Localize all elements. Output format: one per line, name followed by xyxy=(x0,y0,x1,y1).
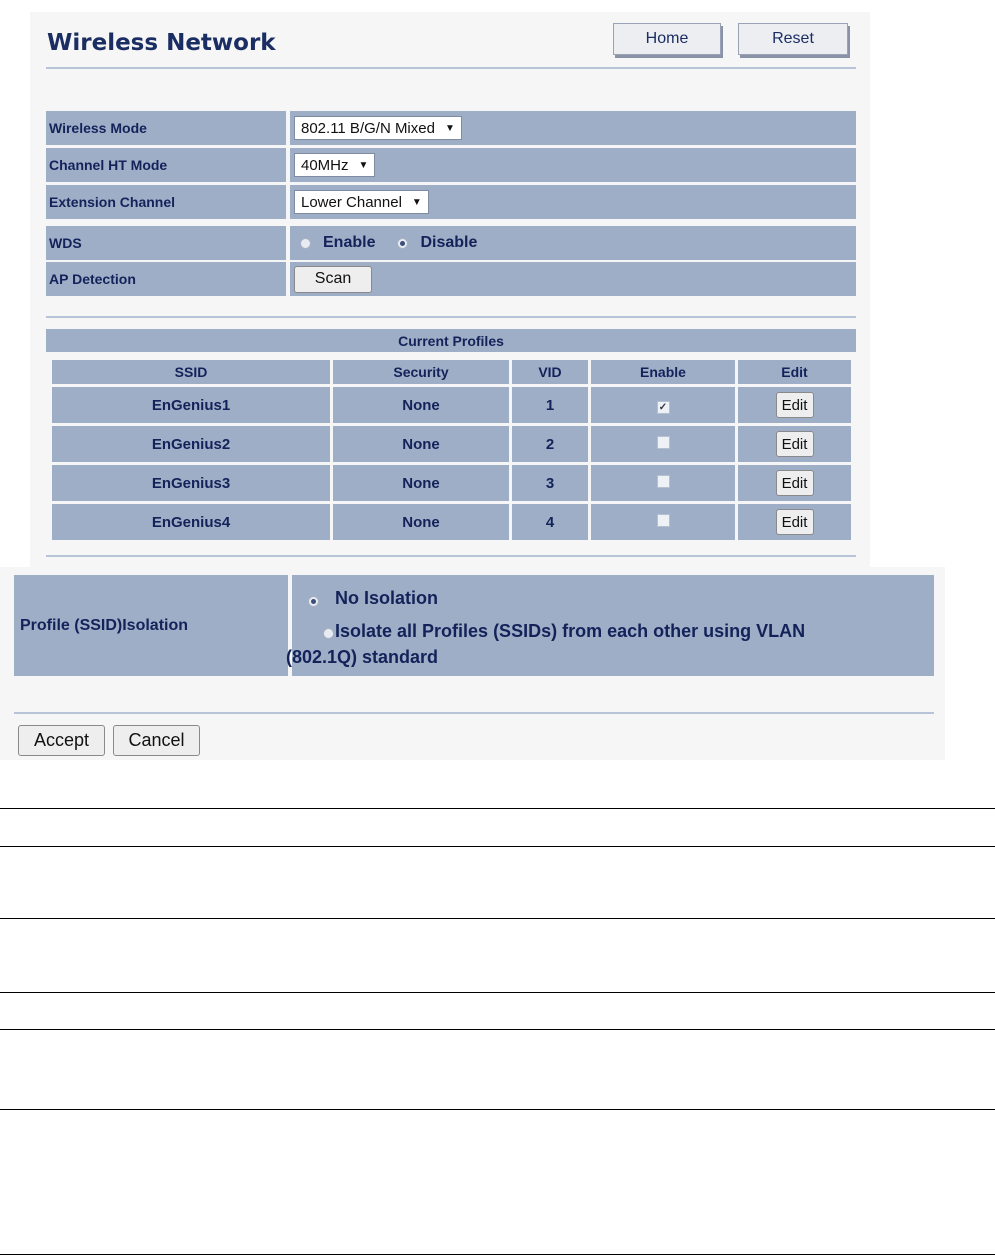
profiles-title: Current Profiles xyxy=(46,329,856,352)
isolate-profiles-label-cont: (802.1Q) standard xyxy=(286,647,439,667)
table-row xyxy=(52,462,851,501)
column-header-vid: VID xyxy=(512,360,591,384)
vid-cell: 4 xyxy=(512,501,591,540)
doc-rule xyxy=(0,846,995,847)
enable-checkbox[interactable] xyxy=(657,514,670,527)
channel-ht-mode-value: 40MHz xyxy=(301,156,349,174)
security-cell: None xyxy=(333,384,512,423)
edit-cell xyxy=(738,384,851,423)
doc-rule xyxy=(0,918,995,919)
page-title: Wireless Network xyxy=(47,30,276,56)
ap-detection-row xyxy=(46,262,856,296)
wds-label: WDS xyxy=(46,226,286,260)
reset-button[interactable]: Reset xyxy=(738,23,848,55)
channel-ht-mode-label: Channel HT Mode xyxy=(46,148,286,182)
column-header-security: Security xyxy=(333,360,512,384)
cancel-button[interactable]: Cancel xyxy=(113,725,200,756)
security-cell: None xyxy=(333,423,512,462)
home-button[interactable]: Home xyxy=(613,23,721,55)
enable-cell xyxy=(591,384,738,423)
wds-row xyxy=(46,226,856,260)
doc-rule xyxy=(0,992,995,993)
doc-rule xyxy=(0,808,995,809)
isolate-profiles-radio[interactable] xyxy=(323,628,334,639)
isolate-profiles-label: Isolate all Profiles (SSIDs) from each other using VLAN xyxy=(335,621,806,641)
chevron-down-icon: ▼ xyxy=(358,159,369,171)
edit-cell xyxy=(738,501,851,540)
ap-detection-label: AP Detection xyxy=(46,262,286,296)
section-divider xyxy=(46,316,856,318)
wds-disable-radio[interactable] xyxy=(397,238,408,249)
isolation-label: Profile (SSID)Isolation xyxy=(14,575,288,676)
table-row xyxy=(52,423,851,462)
no-isolation-label: No Isolation xyxy=(335,588,438,608)
doc-rule xyxy=(0,1109,995,1110)
ssid-cell: EnGenius2 xyxy=(52,423,333,462)
enable-cell xyxy=(591,501,738,540)
isolation-options xyxy=(286,575,934,676)
wireless-mode-label: Wireless Mode xyxy=(46,111,286,145)
profiles-table xyxy=(52,360,851,540)
vid-cell: 2 xyxy=(512,423,591,462)
header-divider xyxy=(46,67,856,69)
doc-rule xyxy=(0,1029,995,1030)
edit-cell xyxy=(738,423,851,462)
extension-channel-label: Extension Channel xyxy=(46,185,286,219)
channel-ht-mode-select[interactable] xyxy=(294,153,375,177)
enable-checkbox[interactable] xyxy=(657,475,670,488)
chevron-down-icon: ▼ xyxy=(444,122,455,134)
table-row xyxy=(52,384,851,423)
edit-button[interactable]: Edit xyxy=(776,509,814,535)
column-header-enable: Enable xyxy=(591,360,738,384)
wireless-mode-select[interactable] xyxy=(294,116,462,140)
channel-ht-mode-row xyxy=(46,148,856,182)
security-cell: None xyxy=(333,501,512,540)
ssid-cell: EnGenius3 xyxy=(52,462,333,501)
footer-divider xyxy=(14,712,934,714)
enable-cell xyxy=(591,423,738,462)
doc-rule xyxy=(0,1254,995,1255)
extension-channel-select[interactable] xyxy=(294,190,429,214)
wireless-mode-value: 802.11 B/G/N Mixed xyxy=(301,119,435,137)
ssid-cell: EnGenius1 xyxy=(52,384,333,423)
wds-enable-radio[interactable] xyxy=(300,238,311,249)
extension-channel-value: Lower Channel xyxy=(301,193,402,211)
column-header-ssid: SSID xyxy=(52,360,333,384)
scan-button[interactable]: Scan xyxy=(294,266,372,293)
security-cell: None xyxy=(333,462,512,501)
profiles-divider xyxy=(46,555,856,557)
edit-cell xyxy=(738,462,851,501)
ssid-cell: EnGenius4 xyxy=(52,501,333,540)
wds-disable-label: Disable xyxy=(420,234,478,251)
enable-cell xyxy=(591,462,738,501)
table-row xyxy=(52,501,851,540)
edit-button[interactable]: Edit xyxy=(776,431,814,457)
column-header-edit: Edit xyxy=(738,360,851,384)
wds-enable-label: Enable xyxy=(323,234,376,251)
accept-button[interactable]: Accept xyxy=(18,725,105,756)
vid-cell: 1 xyxy=(512,384,591,423)
edit-button[interactable]: Edit xyxy=(776,470,814,496)
chevron-down-icon: ▼ xyxy=(411,196,422,208)
vid-cell: 3 xyxy=(512,462,591,501)
enable-checkbox[interactable]: ✓ xyxy=(657,401,670,414)
extension-channel-row xyxy=(46,185,856,219)
enable-checkbox[interactable] xyxy=(657,436,670,449)
wireless-mode-row xyxy=(46,111,856,145)
edit-button[interactable]: Edit xyxy=(776,392,814,418)
no-isolation-radio[interactable] xyxy=(308,596,319,607)
